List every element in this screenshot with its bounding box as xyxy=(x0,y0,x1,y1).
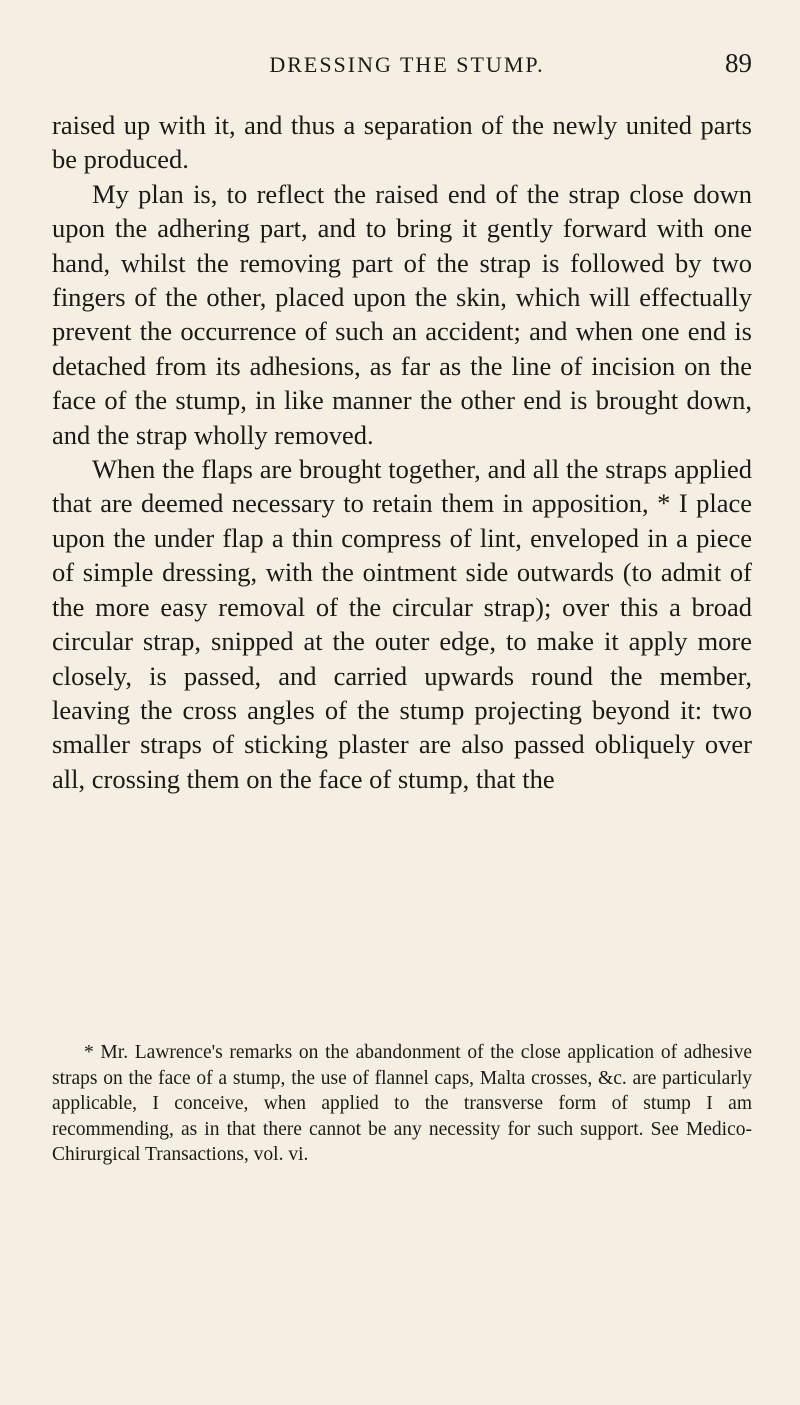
footnote xyxy=(52,1040,752,1168)
paragraph-plan: My plan is, to reflect the raised end of the strap close down upon the adhering part, and to bring it gently forward with one hand, whilst the removing part of the strap is followed by two fingers of the other, placed upon the skin, which will effectually prevent the occurrence of such an accident; and when one end is detached from its adhesions, as far as the line of incision on the face of the stump, in like manner the other end is brought down, and the strap wholly removed. xyxy=(52,178,752,450)
page-number: 89 xyxy=(725,48,752,78)
paragraph-continuation: raised up with it, and thus a separation of the newly united parts be produced. xyxy=(52,110,752,175)
paragraph-flaps: When the flaps are brought together, and all the straps applied that are deemed necessary to retain them in apposition, * I place upon the under flap a thin compress of lint, enveloped in a piece of simple dressing, with the ointment side outwards (to admit of the more easy removal of the circular strap); over this a broad circular strap, snipped at the outer edge, to make it apply more closely, is passed, and carried upwards round the member, leaving the cross angles of the stump projecting beyond it: two smaller straps of sticking plaster are also passed obliquely over all, crossing them on the face of stump, that the xyxy=(52,454,752,794)
body-text xyxy=(52,108,752,796)
footnote-text: * Mr. Lawrence's remarks on the abandonment of the close application of adhesive straps on the face of a stump, the use of flannel caps, Malta crosses, &c. are particularly applicable, I conceive, when applied to the transverse form of stump I am recommending, as in that there cannot be any necessity for such support. See Medico-Chirurgical Transactions, vol. vi. xyxy=(52,1042,752,1166)
running-title: DRESSING THE STUMP. xyxy=(269,52,545,77)
running-head xyxy=(62,48,752,82)
